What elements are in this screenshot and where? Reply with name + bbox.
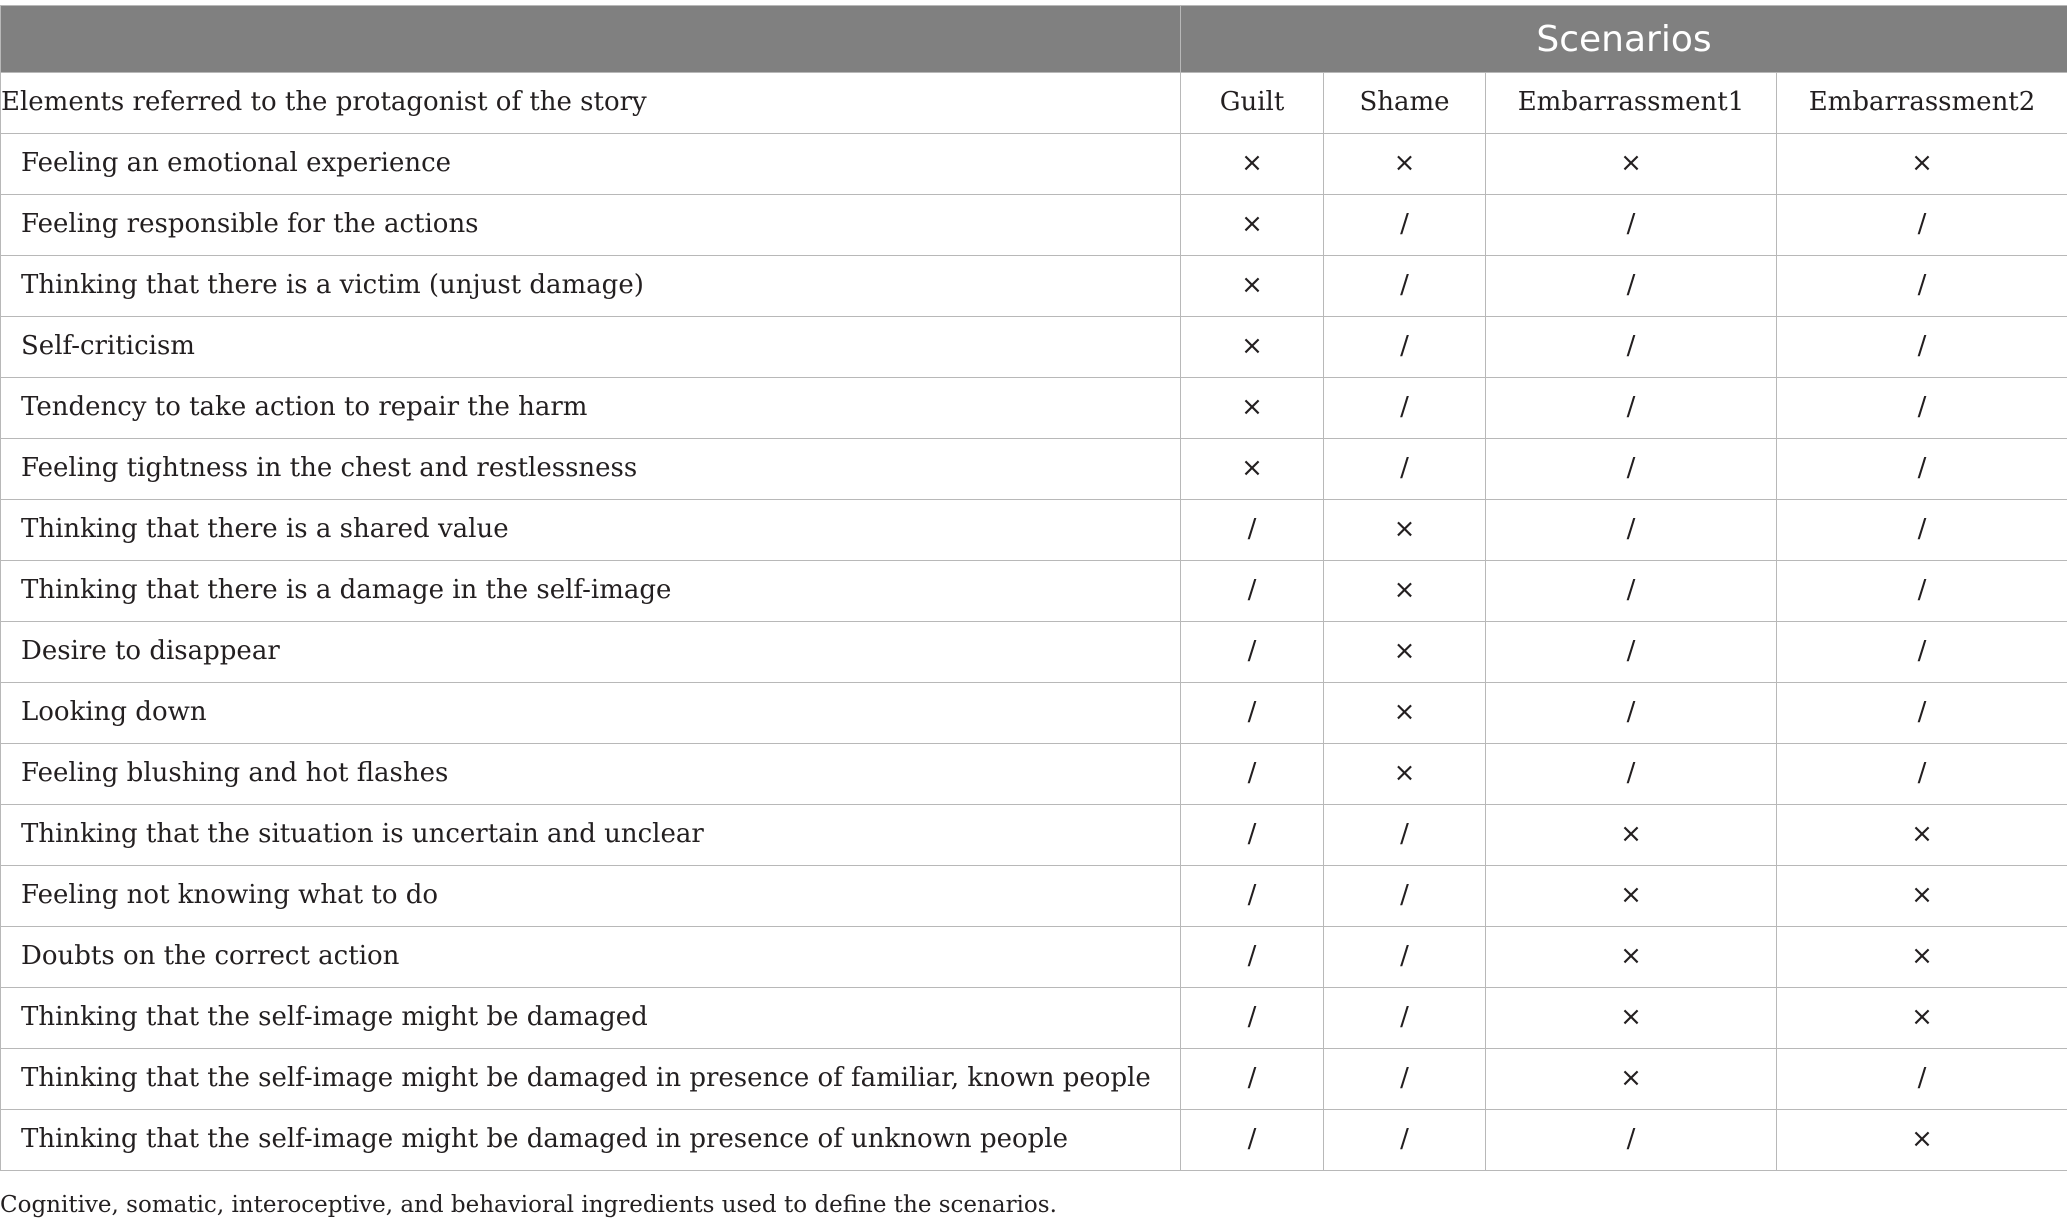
row-label: Thinking that the self-image might be damaged — [1, 988, 1181, 1049]
mark-cell: / — [1324, 1049, 1486, 1110]
mark-cell: / — [1486, 622, 1777, 683]
row-label: Feeling tightness in the chest and restlessness — [1, 439, 1181, 500]
mark-cell: × — [1486, 805, 1777, 866]
mark-cell: / — [1324, 317, 1486, 378]
mark-cell: / — [1181, 744, 1324, 805]
mark-cell: × — [1777, 866, 2067, 927]
mark-cell: × — [1181, 317, 1324, 378]
table-row — [1, 195, 2067, 256]
row-label: Thinking that there is a shared value — [1, 500, 1181, 561]
mark-cell: × — [1324, 134, 1486, 195]
row-label: Desire to disappear — [1, 622, 1181, 683]
mark-cell: / — [1777, 683, 2067, 744]
mark-cell: / — [1324, 866, 1486, 927]
mark-cell: / — [1181, 500, 1324, 561]
mark-cell: / — [1181, 1049, 1324, 1110]
mark-cell: × — [1486, 1049, 1777, 1110]
table-body — [1, 134, 2067, 1171]
mark-cell: × — [1181, 195, 1324, 256]
mark-cell: × — [1324, 561, 1486, 622]
mark-cell: / — [1486, 317, 1777, 378]
column-header-embarrassment1: Embarrassment1 — [1486, 73, 1777, 134]
mark-cell: / — [1777, 256, 2067, 317]
group-header-row — [1, 6, 2067, 73]
row-label: Thinking that there is a victim (unjust damage) — [1, 256, 1181, 317]
mark-cell: × — [1181, 134, 1324, 195]
table-row — [1, 866, 2067, 927]
scenarios-table — [0, 5, 2067, 1171]
group-header-blank — [1, 6, 1181, 73]
table-row — [1, 317, 2067, 378]
row-label: Feeling not knowing what to do — [1, 866, 1181, 927]
column-header-guilt: Guilt — [1181, 73, 1324, 134]
scenarios-table-container — [0, 5, 2067, 1171]
row-label: Thinking that the self-image might be damaged in presence of familiar, known people — [1, 1049, 1181, 1110]
mark-cell: / — [1777, 622, 2067, 683]
mark-cell: × — [1486, 988, 1777, 1049]
mark-cell: / — [1324, 988, 1486, 1049]
row-label: Feeling an emotional experience — [1, 134, 1181, 195]
row-label: Looking down — [1, 683, 1181, 744]
mark-cell: / — [1324, 439, 1486, 500]
mark-cell: × — [1324, 683, 1486, 744]
mark-cell: × — [1486, 134, 1777, 195]
row-label: Thinking that the situation is uncertain and unclear — [1, 805, 1181, 866]
mark-cell: / — [1777, 439, 2067, 500]
table-row — [1, 1110, 2067, 1171]
mark-cell: / — [1181, 866, 1324, 927]
mark-cell: / — [1777, 500, 2067, 561]
mark-cell: / — [1486, 256, 1777, 317]
table-row — [1, 744, 2067, 805]
mark-cell: × — [1181, 439, 1324, 500]
mark-cell: / — [1181, 805, 1324, 866]
table-row — [1, 622, 2067, 683]
table-row — [1, 500, 2067, 561]
mark-cell: / — [1324, 378, 1486, 439]
mark-cell: / — [1324, 256, 1486, 317]
mark-cell: / — [1486, 561, 1777, 622]
table-row — [1, 439, 2067, 500]
table-row — [1, 134, 2067, 195]
mark-cell: × — [1777, 1110, 2067, 1171]
mark-cell: / — [1324, 195, 1486, 256]
row-label: Feeling responsible for the actions — [1, 195, 1181, 256]
mark-cell: × — [1324, 744, 1486, 805]
mark-cell: / — [1324, 1110, 1486, 1171]
mark-cell: / — [1777, 378, 2067, 439]
row-label: Doubts on the correct action — [1, 927, 1181, 988]
mark-cell: / — [1181, 561, 1324, 622]
table-row — [1, 927, 2067, 988]
table-row — [1, 561, 2067, 622]
table-row — [1, 805, 2067, 866]
mark-cell: / — [1181, 1110, 1324, 1171]
mark-cell: / — [1777, 1049, 2067, 1110]
mark-cell: × — [1486, 866, 1777, 927]
table-row — [1, 683, 2067, 744]
row-label: Feeling blushing and hot flashes — [1, 744, 1181, 805]
mark-cell: / — [1324, 927, 1486, 988]
mark-cell: / — [1486, 683, 1777, 744]
column-header-row — [1, 73, 2067, 134]
table-row — [1, 256, 2067, 317]
table-caption: Cognitive, somatic, interoceptive, and behavioral ingredients used to define the scenarios. — [0, 1192, 1057, 1218]
mark-cell: / — [1777, 317, 2067, 378]
mark-cell: × — [1324, 622, 1486, 683]
mark-cell: / — [1324, 805, 1486, 866]
table-row — [1, 988, 2067, 1049]
row-label: Thinking that the self-image might be damaged in presence of unknown people — [1, 1110, 1181, 1171]
column-header-embarrassment2: Embarrassment2 — [1777, 73, 2067, 134]
mark-cell: × — [1777, 134, 2067, 195]
mark-cell: / — [1486, 1110, 1777, 1171]
mark-cell: / — [1181, 622, 1324, 683]
mark-cell: / — [1486, 439, 1777, 500]
group-header-scenarios: Scenarios — [1181, 6, 2067, 73]
mark-cell: / — [1777, 195, 2067, 256]
mark-cell: / — [1181, 988, 1324, 1049]
mark-cell: × — [1181, 378, 1324, 439]
table-row — [1, 378, 2067, 439]
mark-cell: / — [1486, 500, 1777, 561]
mark-cell: / — [1777, 744, 2067, 805]
column-header-shame: Shame — [1324, 73, 1486, 134]
mark-cell: / — [1181, 927, 1324, 988]
mark-cell: × — [1324, 500, 1486, 561]
mark-cell: × — [1777, 805, 2067, 866]
mark-cell: × — [1181, 256, 1324, 317]
mark-cell: / — [1181, 683, 1324, 744]
row-label: Self-criticism — [1, 317, 1181, 378]
mark-cell: / — [1486, 378, 1777, 439]
table-row — [1, 1049, 2067, 1110]
column-header-elements: Elements referred to the protagonist of the story — [1, 73, 1181, 134]
mark-cell: / — [1777, 561, 2067, 622]
mark-cell: / — [1486, 744, 1777, 805]
row-label: Thinking that there is a damage in the self-image — [1, 561, 1181, 622]
mark-cell: / — [1486, 195, 1777, 256]
mark-cell: × — [1486, 927, 1777, 988]
mark-cell: × — [1777, 927, 2067, 988]
mark-cell: × — [1777, 988, 2067, 1049]
row-label: Tendency to take action to repair the harm — [1, 378, 1181, 439]
